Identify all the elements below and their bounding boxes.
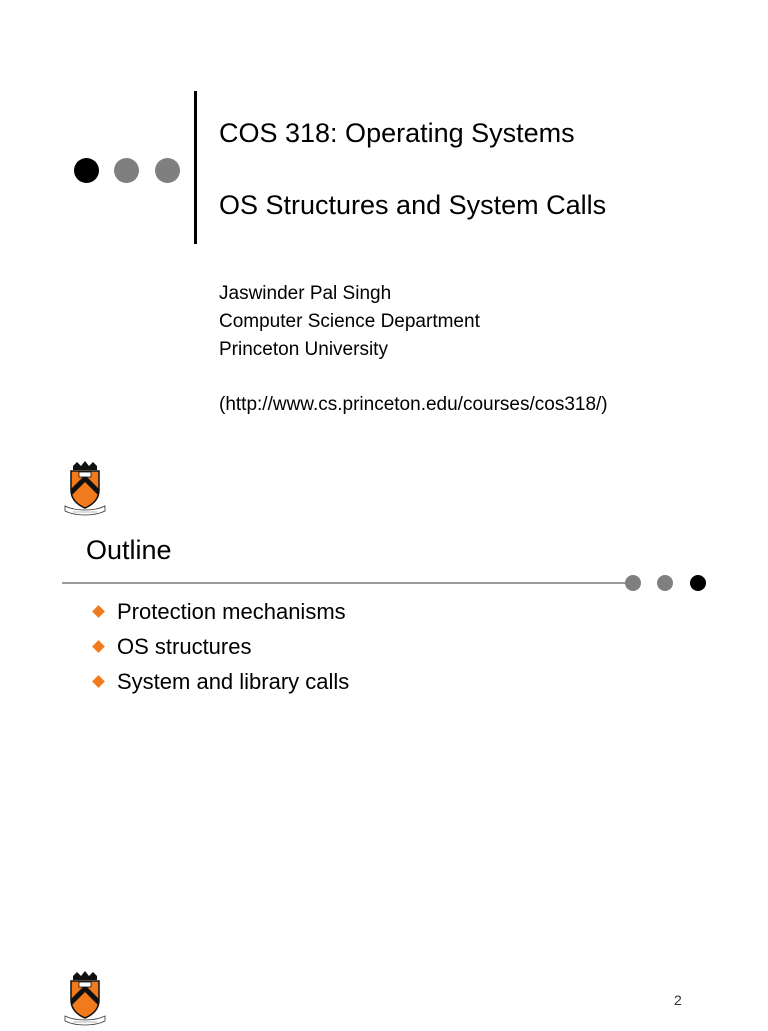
bullet-text: OS structures	[117, 633, 252, 659]
slide1-dot-1	[74, 158, 99, 183]
outline-bullet-list	[92, 594, 349, 699]
diamond-bullet-icon	[92, 640, 105, 653]
bullet-text: Protection mechanisms	[117, 598, 346, 624]
slide2-dot-2	[657, 575, 673, 591]
university-name: Princeton University	[219, 339, 388, 360]
slide2-dot-1	[625, 575, 641, 591]
department-name: Computer Science Department	[219, 311, 480, 332]
slide1-dot-3	[155, 158, 180, 183]
lecture-title: OS Structures and System Calls	[219, 190, 607, 220]
heading-rule	[62, 582, 630, 584]
bullet-item	[92, 629, 349, 664]
slide2-dot-3	[690, 575, 706, 591]
bullet-text: System and library calls	[117, 668, 350, 694]
diamond-bullet-icon	[92, 675, 105, 688]
diamond-bullet-icon	[92, 605, 105, 618]
outline-heading: Outline	[86, 535, 172, 565]
page-number: 2	[674, 992, 682, 1008]
princeton-shield-icon	[63, 970, 107, 1026]
author-block	[219, 280, 480, 364]
course-url: (http://www.cs.princeton.edu/courses/cos318/)	[219, 394, 608, 415]
slide1-dot-2	[114, 158, 139, 183]
author-name: Jaswinder Pal Singh	[219, 283, 392, 304]
course-title: COS 318: Operating Systems	[219, 118, 575, 148]
princeton-shield-icon	[63, 460, 107, 516]
bullet-item	[92, 664, 349, 699]
bullet-item	[92, 594, 349, 629]
title-divider-bar	[194, 91, 197, 244]
